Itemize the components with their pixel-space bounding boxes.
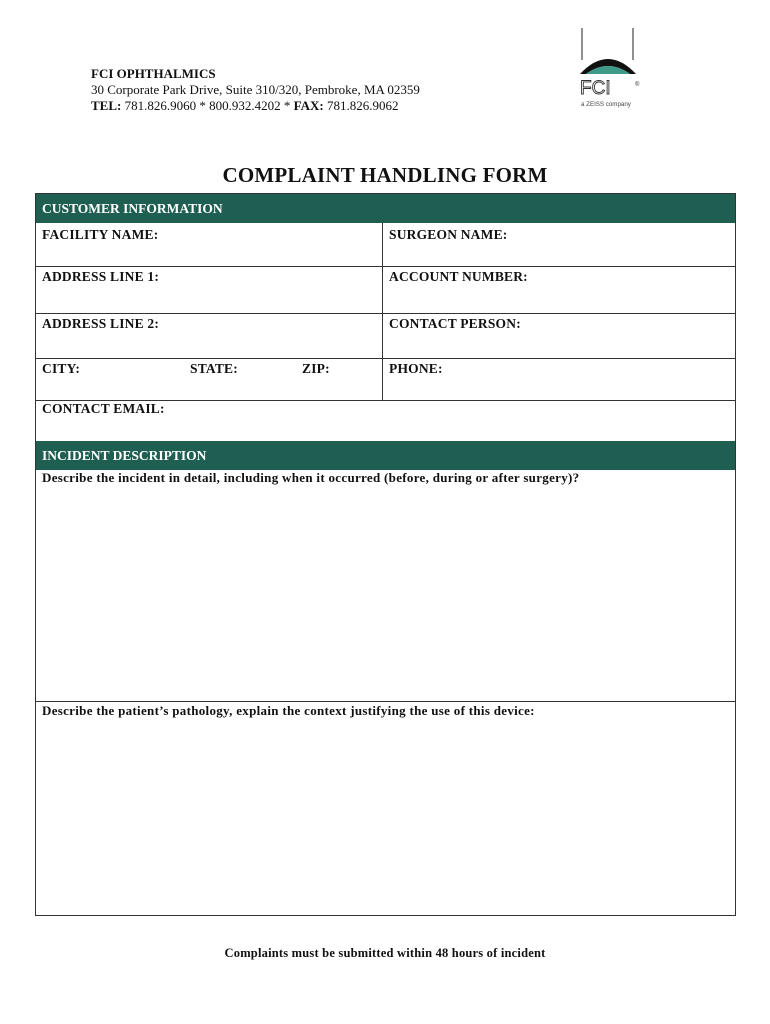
phone-label: PHONE: (389, 361, 443, 376)
incident-detail-question: Describe the incident in detail, including when it occurred (before, during or after surgery)? (42, 470, 580, 485)
address-line-2-field[interactable] (36, 314, 383, 359)
company-header (91, 66, 420, 114)
incident-description-heading: INCIDENT DESCRIPTION (36, 441, 735, 470)
logo-graphic (572, 26, 662, 112)
fci-logo (572, 26, 662, 112)
tel-label: TEL: (91, 98, 122, 113)
phone-field[interactable] (383, 359, 735, 401)
address-line-1-field[interactable] (36, 267, 383, 314)
city-label: CITY: (42, 361, 81, 376)
page-title: COMPLAINT HANDLING FORM (222, 163, 548, 187)
patient-pathology-field[interactable] (36, 702, 735, 915)
contact-person-label: CONTACT PERSON: (389, 316, 521, 331)
incident-detail-field[interactable] (36, 470, 735, 702)
customer-information-heading: CUSTOMER INFORMATION (36, 194, 735, 223)
account-number-field[interactable] (383, 267, 735, 314)
state-label: STATE: (190, 361, 238, 376)
logo-wordmark: FCI (580, 78, 611, 99)
company-address: 30 Corporate Park Drive, Suite 310/320, Pembroke, MA 02359 (91, 82, 420, 97)
surgeon-name-label: SURGEON NAME: (389, 227, 508, 242)
fax-label: FAX: (293, 98, 324, 113)
address-line-2-label: ADDRESS LINE 2: (42, 316, 160, 331)
contact-person-field[interactable] (383, 314, 735, 359)
company-contact (91, 98, 420, 114)
facility-name-label: FACILITY NAME: (42, 227, 159, 242)
complaint-form (35, 193, 736, 916)
submission-deadline-note: Complaints must be submitted within 48 hours of incident (224, 946, 546, 960)
account-number-label: ACCOUNT NUMBER: (389, 269, 528, 284)
contact-email-label: CONTACT EMAIL: (42, 401, 165, 416)
zip-label: ZIP: (302, 361, 330, 376)
patient-pathology-question: Describe the patient’s pathology, explain the context justifying the use of this device: (42, 703, 535, 718)
contact-email-field[interactable] (36, 401, 735, 441)
tel-value: 781.826.9060 * 800.932.4202 * (121, 98, 294, 113)
facility-name-field[interactable] (36, 223, 383, 267)
logo-tagline: a ZEISS company (581, 101, 631, 108)
svg-text:®: ® (635, 82, 640, 88)
address-line-1-label: ADDRESS LINE 1: (42, 269, 160, 284)
surgeon-name-field[interactable] (383, 223, 735, 267)
company-name: FCI OPHTHALMICS (91, 66, 216, 81)
city-state-zip-field[interactable] (36, 359, 383, 401)
fax-value: 781.826.9062 (323, 98, 399, 113)
